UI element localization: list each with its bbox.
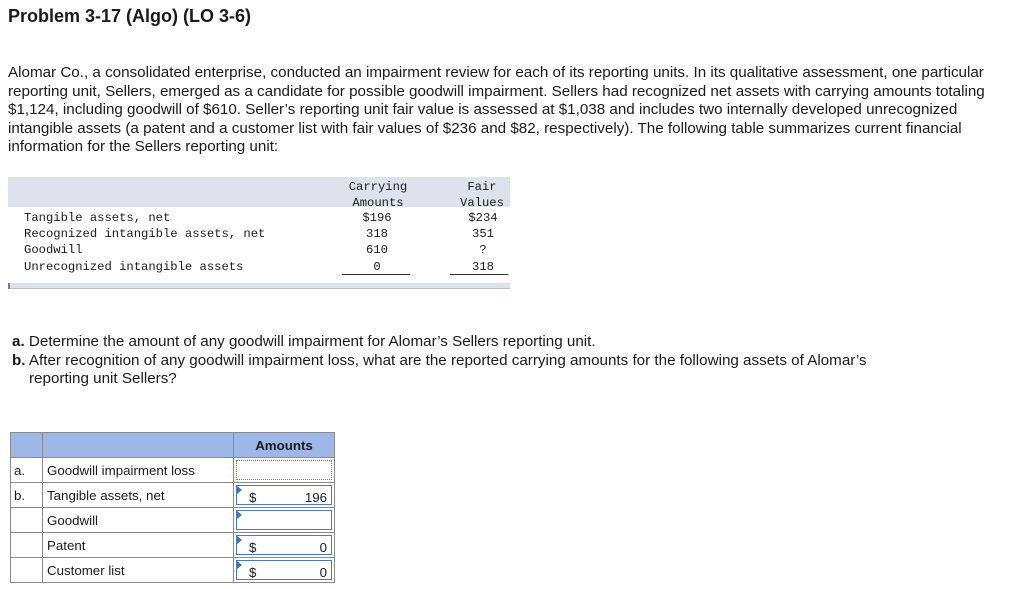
input-value: 0 [319,540,327,555]
input-value: 0 [319,565,327,580]
row-label: Tangible assets, net [24,211,171,225]
answer-header-row [11,433,335,458]
row-label: Goodwill [24,243,83,257]
fair-value: 351 [472,227,494,241]
fair-value: $234 [468,211,498,225]
table-row [8,242,510,258]
goodwill-input[interactable] [236,510,332,530]
part-label [11,558,43,583]
answer-row-tangible-assets [11,483,335,508]
question-a: a. Determine the amount of any goodwill impairment for Alomar’s Sellers reporting unit. [12,333,596,350]
carrying-value: 318 [366,227,388,241]
row-label: Recognized intangible assets, net [24,227,266,241]
patent-input[interactable] [236,535,332,555]
answer-table [10,432,335,583]
answer-row-goodwill [11,508,335,533]
financial-info-table [8,177,510,289]
answer-row-patent [11,533,335,558]
input-value: 196 [304,490,327,505]
part-label: a. [11,458,43,483]
tangible-assets-input[interactable] [236,485,332,505]
carrying-value: 0 [373,260,381,274]
questions [12,333,1002,389]
goodwill-impairment-input[interactable] [236,460,332,480]
row-label: Unrecognized intangible assets [24,260,244,274]
carrying-value: $196 [362,211,392,225]
fair-value: ? [479,243,487,257]
customer-list-input[interactable] [236,560,332,580]
currency-symbol: $ [249,565,257,580]
part-label: b. [11,483,43,508]
fair-values-header: Fair Values [460,180,504,210]
input-flag-icon [237,511,242,519]
carrying-amounts-header: Carrying Amounts [348,180,408,210]
table-row [8,259,510,275]
currency-symbol: $ [249,540,257,555]
table-row [8,210,510,226]
row-label: Goodwill [43,508,234,533]
input-flag-icon [237,561,242,569]
total-underline [342,274,410,275]
question-b-continued: reporting unit Sellers? [29,370,177,387]
carrying-value: 610 [366,243,388,257]
part-label [11,533,43,558]
answer-row-goodwill-impairment [11,458,335,483]
table-bottom-band [8,283,510,289]
table-header-band [8,177,510,207]
table-left-tick [8,283,10,289]
total-underline [450,274,508,275]
question-b: b. After recognition of any goodwill impairment loss, what are the reported carrying amounts for the following assets of Alomar’s [12,351,867,369]
part-label [11,508,43,533]
row-label: Tangible assets, net [43,483,234,508]
fair-value: 318 [472,260,494,274]
table-row [8,226,510,242]
amounts-header: Amounts [234,433,335,458]
problem-title: Problem 3-17 (Algo) (LO 3-6) [8,6,252,26]
answer-row-customer-list [11,558,335,583]
currency-symbol: $ [249,490,257,505]
input-flag-icon [237,536,242,544]
row-label: Customer list [43,558,234,583]
row-label: Goodwill impairment loss [43,458,234,483]
problem-intro: Alomar Co., a consolidated enterprise, conducted an impairment review for each of its reporting units. In its qualitative assessment, one particular reporting unit, Sellers, emerged as a candidate for possible goodwill impairment. Sellers had recognized net assets with carrying amounts totaling $1,124, including goodwill of $610. Seller’s reporting unit fair value is assessed at $1,038 and includes two internally developed unrecognized intangible assets (a patent and a customer list with fair values of $236 and $82, respectively). The following table summarizes current financial information for the Sellers reporting unit: [8,64,985,155]
row-label: Patent [43,533,234,558]
input-flag-icon [237,486,242,494]
